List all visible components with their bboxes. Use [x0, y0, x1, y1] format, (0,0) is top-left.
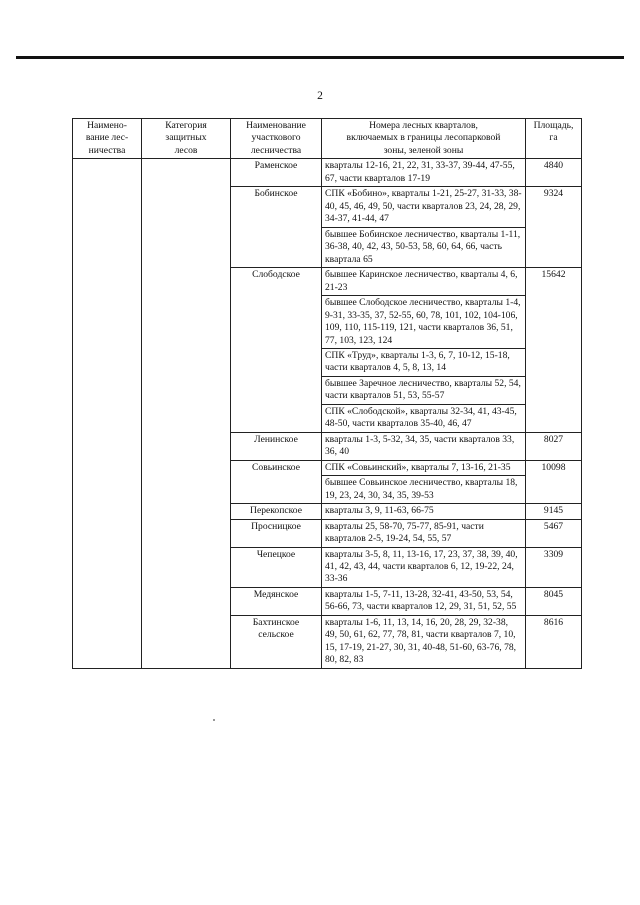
quarters-cell: кварталы 1-6, 11, 13, 14, 16, 20, 28, 29, 32-38, 49, 50, 61, 62, 77, 78, 81, части кварталов 7, 10, 15, 17-19, 21-27, 30, 31, 40-48, 51-60, 63-76, 78, 80, 82, 83 — [322, 615, 526, 668]
area-cell: 3309 — [526, 547, 582, 587]
quarters-cell: бывшее Каринское лесничество, кварталы 4, 6, 21-23 — [322, 268, 526, 296]
area-cell: 5467 — [526, 519, 582, 547]
quarters-cell: бывшее Бобинское лесничество, кварталы 1-11, 36-38, 40, 42, 43, 50-53, 58, 60, 64, 66, часть квартала 65 — [322, 227, 526, 267]
area-cell: 9324 — [526, 187, 582, 268]
district-name-cell: Медянское — [231, 587, 322, 615]
quarters-cell: бывшее Совьинское лесничество, кварталы 18, 19, 23, 24, 30, 34, 35, 39-53 — [322, 476, 526, 504]
district-name-cell: Раменское — [231, 159, 322, 187]
header-area: Площадь, га — [526, 119, 582, 159]
quarters-cell: кварталы 1-5, 7-11, 13-28, 32-41, 43-50, 53, 54, 56-66, 73, части кварталов 12, 29, 31, 51, 52, 55 — [322, 587, 526, 615]
district-name-cell: Бахтинское сельское — [231, 615, 322, 668]
quarters-cell: кварталы 25, 58-70, 75-77, 85-91, части кварталов 2-5, 19-24, 54, 55, 57 — [322, 519, 526, 547]
header-forestry: Наимено- вание лес- ничества — [73, 119, 142, 159]
table-row — [73, 159, 582, 187]
area-cell: 15642 — [526, 268, 582, 433]
area-cell: 4840 — [526, 159, 582, 187]
header-district: Наименование участкового лесничества — [231, 119, 322, 159]
area-cell: 8045 — [526, 587, 582, 615]
area-cell: 10098 — [526, 460, 582, 503]
district-name-cell: Бобинское — [231, 187, 322, 268]
quarters-cell: СПК «Совьинский», кварталы 7, 13-16, 21-35 — [322, 460, 526, 475]
quarters-cell: бывшее Слободское лесничество, кварталы 1-4, 9-31, 33-35, 37, 52-55, 60, 78, 101, 102, 104-106, 109, 110, 115-119, 121, части кварталов 36, 51, 77, 103, 123, 124 — [322, 296, 526, 349]
area-cell: 8616 — [526, 615, 582, 668]
header-quarters: Номера лесных кварталов, включаемых в границы лесопарковой зоны, зеленой зоны — [322, 119, 526, 159]
protective-category-cell — [142, 159, 231, 668]
area-cell: 8027 — [526, 432, 582, 460]
table-header-row — [73, 119, 582, 159]
district-name-cell: Просницкое — [231, 519, 322, 547]
page-number: 2 — [317, 90, 323, 102]
quarters-cell: бывшее Заречное лесничество, кварталы 52, 54, части кварталов 51, 53, 55-57 — [322, 376, 526, 404]
district-name-cell: Совьинское — [231, 460, 322, 503]
district-name-cell: Ленинское — [231, 432, 322, 460]
quarters-cell: кварталы 1-3, 5-32, 34, 35, части кварталов 33, 36, 40 — [322, 432, 526, 460]
district-name-cell: Слободское — [231, 268, 322, 433]
forestry-name-cell — [73, 159, 142, 668]
district-name-cell: Чепецкое — [231, 547, 322, 587]
quarters-cell: СПК «Бобино», кварталы 1-21, 25-27, 31-33, 38-40, 45, 46, 49, 50, части кварталов 23, 24, 28, 29, 34-37, 41-44, 47 — [322, 187, 526, 227]
quarters-cell: кварталы 12-16, 21, 22, 31, 33-37, 39-44, 47-55, 67, части кварталов 17-19 — [322, 159, 526, 187]
district-name-cell: Перекопское — [231, 504, 322, 519]
quarters-cell: СПК «Труд», кварталы 1-3, 6, 7, 10-12, 15-18, части кварталов 4, 5, 8, 13, 14 — [322, 348, 526, 376]
header-category: Категория защитных лесов — [142, 119, 231, 159]
speck — [213, 719, 215, 721]
quarters-cell: кварталы 3, 9, 11-63, 66-75 — [322, 504, 526, 519]
table-body — [73, 159, 582, 668]
top-rule — [16, 56, 624, 59]
area-cell: 9145 — [526, 504, 582, 519]
quarters-cell: СПК «Слободской», кварталы 32-34, 41, 43-45, 48-50, части кварталов 35-40, 46, 47 — [322, 404, 526, 432]
quarters-cell: кварталы 3-5, 8, 11, 13-16, 17, 23, 37, 38, 39, 40, 41, 42, 43, 44, части кварталов 6, 12, 19-22, 24, 33-36 — [322, 547, 526, 587]
forest-quarters-table — [72, 118, 582, 669]
